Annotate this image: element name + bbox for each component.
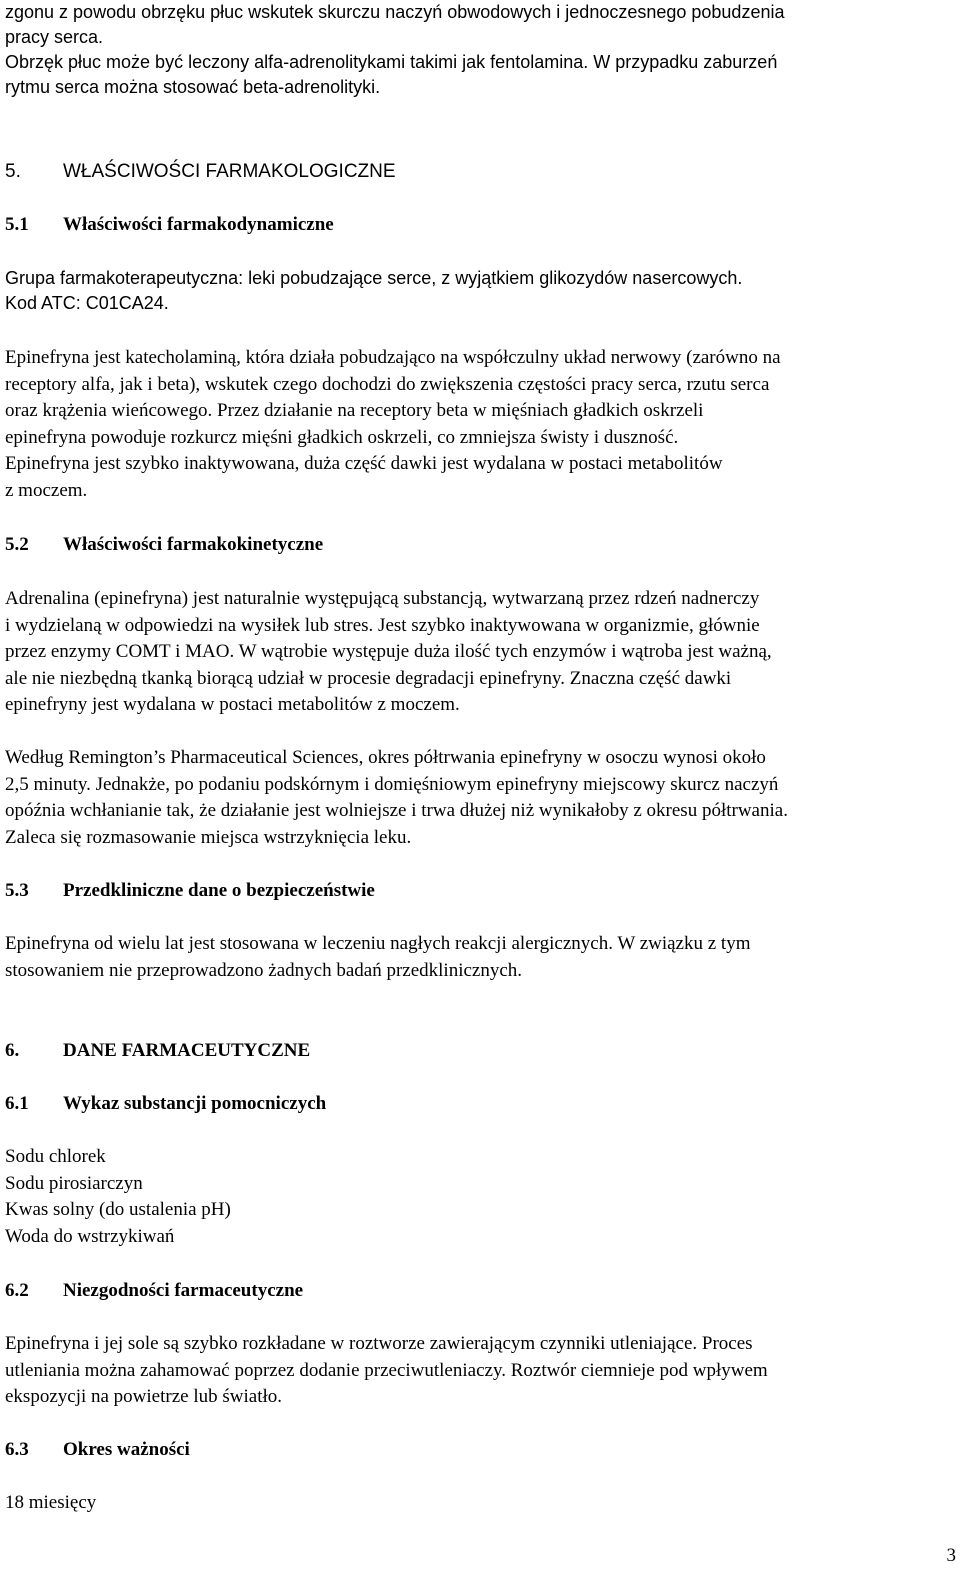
intro-line: zgonu z powodu obrzęku płuc wskutek skurczu naczyń obwodowych i jednoczesnego pobudzenia [5,2,785,22]
list-item: Sodu pirosiarczyn [5,1172,143,1194]
preclinical-paragraph [5,931,750,984]
section-6-heading [5,1038,310,1065]
section-number: 6.2 [5,1280,29,1301]
section-title: Przedkliniczne dane o bezpieczeństwie [63,880,375,901]
page-number: 3 [946,1545,956,1566]
text-line: Adrenalina (epinefryna) jest naturalnie występującą substancją, wytwarzaną przez rdzeń nadnerczy [5,588,760,609]
section-5-2-heading [5,532,323,559]
text-line: Grupa farmakoterapeutyczna: leki pobudzające serce, z wyjątkiem glikozydów nasercowych. [5,268,743,288]
section-6-3-heading [5,1437,190,1464]
text-line: epinefryny jest wydalana w postaci metabolitów z moczem. [5,694,460,715]
section-number: 5.1 [5,214,29,235]
text-line: przez enzymy COMT i MAO. W wątrobie występuje duża ilość tych enzymów i wątroba jest ważną, [5,641,772,662]
text-line: i wydzielaną w odpowiedzi na wysiłek lub stres. Jest szybko inaktywowana w organizmie, głównie [5,614,760,636]
section-title: Właściwości farmakokinetyczne [63,534,324,555]
text-line: stosowaniem nie przeprowadzono żadnych badań przedklinicznych. [5,959,523,981]
section-number: 6. [5,1040,20,1061]
section-number: 5. [5,161,21,182]
list-item: Kwas solny (do ustalenia pH) [5,1199,231,1220]
intro-line: Obrzęk płuc może być leczony alfa-adrenolitykami takimi jak fentolamina. W przypadku zaburzeń [5,52,778,72]
text-line: receptory alfa, jak i beta), wskutek czego dochodzi do zwiększenia częstości pracy serca, rzutu serca [5,373,770,395]
text-line: Epinefryna jest katecholaminą, która działa pobudzająco na współczulny układ nerwowy (zarówno na [5,347,781,368]
text-line: Epinefryna i jej sole są szybko rozkładane w roztworze zawierającym czynniki utleniające. Proces [5,1333,753,1354]
section-number: 5.3 [5,880,29,901]
section-number: 5.2 [5,534,29,555]
section-6-2-heading [5,1278,303,1305]
pharmacotherapeutic-group-paragraph [5,266,742,316]
section-title: WŁAŚCIWOŚCI FARMAKOLOGICZNE [63,161,396,182]
text-line: Kod ATC: C01CA24. [5,293,169,313]
intro-line: pracy serca. [5,27,104,47]
shelf-life-value: 18 miesięcy [5,1492,97,1513]
section-number: 6.1 [5,1093,29,1114]
section-title: DANE FARMACEUTYCZNE [63,1040,311,1061]
pharmacodynamics-paragraph [5,345,781,504]
intro-line: rytmu serca można stosować beta-adrenolityki. [5,77,381,97]
text-line: Według Remington’s Pharmaceutical Sciences, okres półtrwania epinefryny w osoczu wynosi około [5,747,766,768]
text-line: 2,5 minuty. Jednakże, po podaniu podskórnym i domięśniowym epinefryny miejscowy skurcz naczyń [5,773,779,795]
text-line: Zaleca się rozmasowanie miejsca wstrzyknięcia leku. [5,826,412,848]
text-line: ekspozycji na powietrze lub światło. [5,1386,283,1407]
text-line: oraz krążenia wieńcowego. Przez działanie na receptory beta w mięśniach gładkich oskrzeli [5,400,704,421]
text-line: opóźnia wchłanianie tak, że działanie jest wolniejsze i trwa dłużej niż wynikałoby z okresu półtrwania. [5,800,788,821]
text-line: ale nie niezbędną tkanką biorącą udział w procesie degradacji epinefryny. Znaczna część dawki [5,667,732,689]
section-5-3-heading [5,878,375,905]
list-item: Woda do wstrzykiwań [5,1225,175,1247]
pharmacokinetics-paragraph-2 [5,745,788,851]
list-item: Sodu chlorek [5,1146,106,1167]
section-title: Wykaz substancji pomocniczych [63,1093,327,1114]
section-title: Właściwości farmakodynamiczne [63,214,334,235]
text-line: utleniania można zahamować poprzez dodanie przeciwutleniaczy. Roztwór ciemnieje pod wpływem [5,1359,768,1381]
section-5-1-heading [5,212,334,239]
excipients-list [5,1144,231,1250]
section-title: Okres ważności [63,1439,190,1460]
section-title: Niezgodności farmaceutyczne [63,1280,304,1301]
text-line: Epinefryna od wielu lat jest stosowana w leczeniu nagłych reakcji alergicznych. W związku z tym [5,933,751,954]
pharmacokinetics-paragraph-1 [5,586,772,719]
text-line: epinefryna powoduje rozkurcz mięśni gładkich oskrzeli, co zmniejsza świsty i duszność. [5,426,679,448]
section-6-1-heading [5,1091,326,1118]
section-5-heading [5,159,396,184]
section-number: 6.3 [5,1439,29,1460]
intro-paragraph [5,0,784,100]
incompatibilities-paragraph [5,1331,768,1411]
text-line: z moczem. [5,479,88,501]
text-line: Epinefryna jest szybko inaktywowana, duża część dawki jest wydalana w postaci metabolitów [5,453,723,474]
